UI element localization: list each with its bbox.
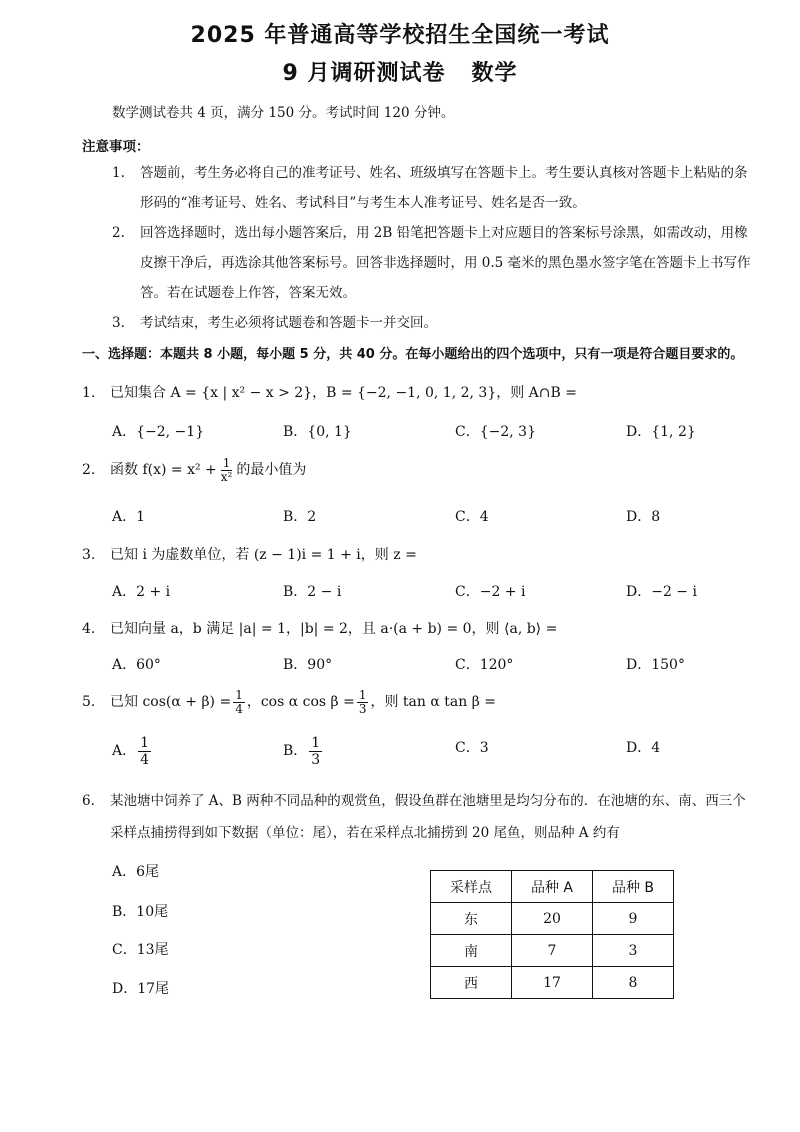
table-cell: 东 xyxy=(431,903,512,935)
table-cell: 西 xyxy=(431,967,512,999)
table-header-cell: 采样点 xyxy=(431,871,512,903)
q1-option-d: D．{1, 2} xyxy=(626,424,696,440)
subtitle-test-name: 9 月调研测试卷 xyxy=(282,61,446,86)
q1-option-c: C．{−2, 3} xyxy=(455,424,536,440)
table-cell: 8 xyxy=(593,967,674,999)
q2-option-d: D．8 xyxy=(626,509,661,525)
q3-option-b: B．2 − i xyxy=(283,584,342,600)
q4-option-b: B．90° xyxy=(283,657,333,673)
question-2: 2. 函数 f(x) = x² + $\frac{1}{\text{x²}}$ 的最小值为 xyxy=(82,455,307,484)
table-row xyxy=(431,935,674,967)
table-cell: 17 xyxy=(512,967,593,999)
sampling-table xyxy=(430,870,674,999)
table-row xyxy=(431,903,674,935)
table-cell: 9 xyxy=(593,903,674,935)
subtitle-subject: 数学 xyxy=(471,61,518,86)
q4-option-a: A．60° xyxy=(112,657,161,673)
q5-option-c: C．3 xyxy=(455,740,489,756)
notice-item-2-cont2: 答。若在试题卷上作答，答案无效。 xyxy=(140,285,356,301)
exam-title: 2025 年普通高等学校招生全国统一考试 xyxy=(190,23,610,48)
table-row xyxy=(431,967,674,999)
q6-option-a: A．6尾 xyxy=(112,864,160,880)
q1-option-a: A．{−2, −1} xyxy=(112,424,205,440)
q5-fraction-2: $\frac{1}{3}$ xyxy=(358,687,367,716)
notice-item-3: 3. 考试结束，考生必须将试题卷和答题卡一并交回。 xyxy=(112,315,437,331)
table-cell: 20 xyxy=(512,903,593,935)
table-cell: 7 xyxy=(512,935,593,967)
q4-option-c: C．120° xyxy=(455,657,514,673)
notice-item-1-cont: 形码的“准考证号、姓名、考试科目”与考生本人准考证号、姓名是否一致。 xyxy=(140,195,586,211)
q3-option-a: A．2 + i xyxy=(112,584,171,600)
notice-item-1: 1. 答题前，考生务必将自己的准考证号、姓名、班级填写在答题卡上。考生要认真核对答题卡上粘贴的条 xyxy=(112,165,748,181)
question-4: 4. 已知向量 a，b 满足 |a| = 1，|b| = 2，且 a·(a + b) = 0，则 ⟨a, b⟩ = xyxy=(82,621,558,637)
table-header-cell: 品种 B xyxy=(593,871,674,903)
table-cell: 3 xyxy=(593,935,674,967)
q2-option-b: B．2 xyxy=(283,509,317,525)
q5-fraction-1: $\frac{1}{4}$ xyxy=(235,687,243,716)
table-header-row xyxy=(431,871,674,903)
q3-option-d: D．−2 − i xyxy=(626,584,697,600)
question-1: 1. 已知集合 A = {x | x² − x > 2}，B = {−2, −1, 0, 1, 2, 3}，则 A∩B = xyxy=(82,385,577,401)
question-3: 3. 已知 i 为虚数单位，若 (z − 1)i = 1 + i，则 z = xyxy=(82,547,417,563)
q5-option-b: B． $\frac{1}{3}$ xyxy=(283,734,321,768)
q2-option-a: A．1 xyxy=(112,509,146,525)
notice-heading: 注意事项： xyxy=(82,139,150,155)
table-cell: 南 xyxy=(431,935,512,967)
question-6: 6. 某池塘中饲养了 A、B 两种不同品种的观赏鱼，假设鱼群在池塘里是均匀分布的．在池塘的东、南、西三个 xyxy=(82,793,746,809)
section-heading: 一、选择题：本题共 8 小题，每小题 5 分，共 40 分。在每小题给出的四个选项中，只有一项是符合题目要求的。 xyxy=(82,347,744,362)
notice-item-2: 2. 回答选择题时，选出每小题答案后，用 2B 铅笔把答题卡上对应题目的答案标号涂黑，如需改动，用橡 xyxy=(112,225,748,241)
table-header-cell: 品种 A xyxy=(512,871,593,903)
q6-option-d: D．17尾 xyxy=(112,981,170,997)
q5-option-d: D．4 xyxy=(626,740,661,756)
q3-option-c: C．−2 + i xyxy=(455,584,526,600)
exam-subtitle xyxy=(0,56,800,87)
q6-option-c: C．13尾 xyxy=(112,942,169,958)
q2-option-c: C．4 xyxy=(455,509,489,525)
q6-option-b: B．10尾 xyxy=(112,904,169,920)
question-6-cont: 采样点捕捞得到如下数据（单位：尾），若在采样点北捕捞到 20 尾鱼，则品种 A 约有 xyxy=(110,825,620,841)
q4-option-d: D．150° xyxy=(626,657,685,673)
exam-intro: 数学测试卷共 4 页，满分 150 分。考试时间 120 分钟。 xyxy=(112,105,455,121)
q5-option-a: A． $\frac{1}{4}$ xyxy=(112,734,150,768)
notice-item-2-cont: 皮擦干净后，再选涂其他答案标号。回答非选择题时，用 0.5 毫米的黑色墨水签字笔在答题卡上书写作 xyxy=(140,255,751,271)
question-5: 5. 已知 cos(α + β) = $\frac{1}{4}$ ，cos α cos β = $\frac{1}{3}$ ，则 tan α tan β = xyxy=(82,687,496,716)
q1-option-b: B．{0, 1} xyxy=(283,424,352,440)
q2-fraction: $\frac{1}{\text{x²}}$ xyxy=(220,455,233,484)
